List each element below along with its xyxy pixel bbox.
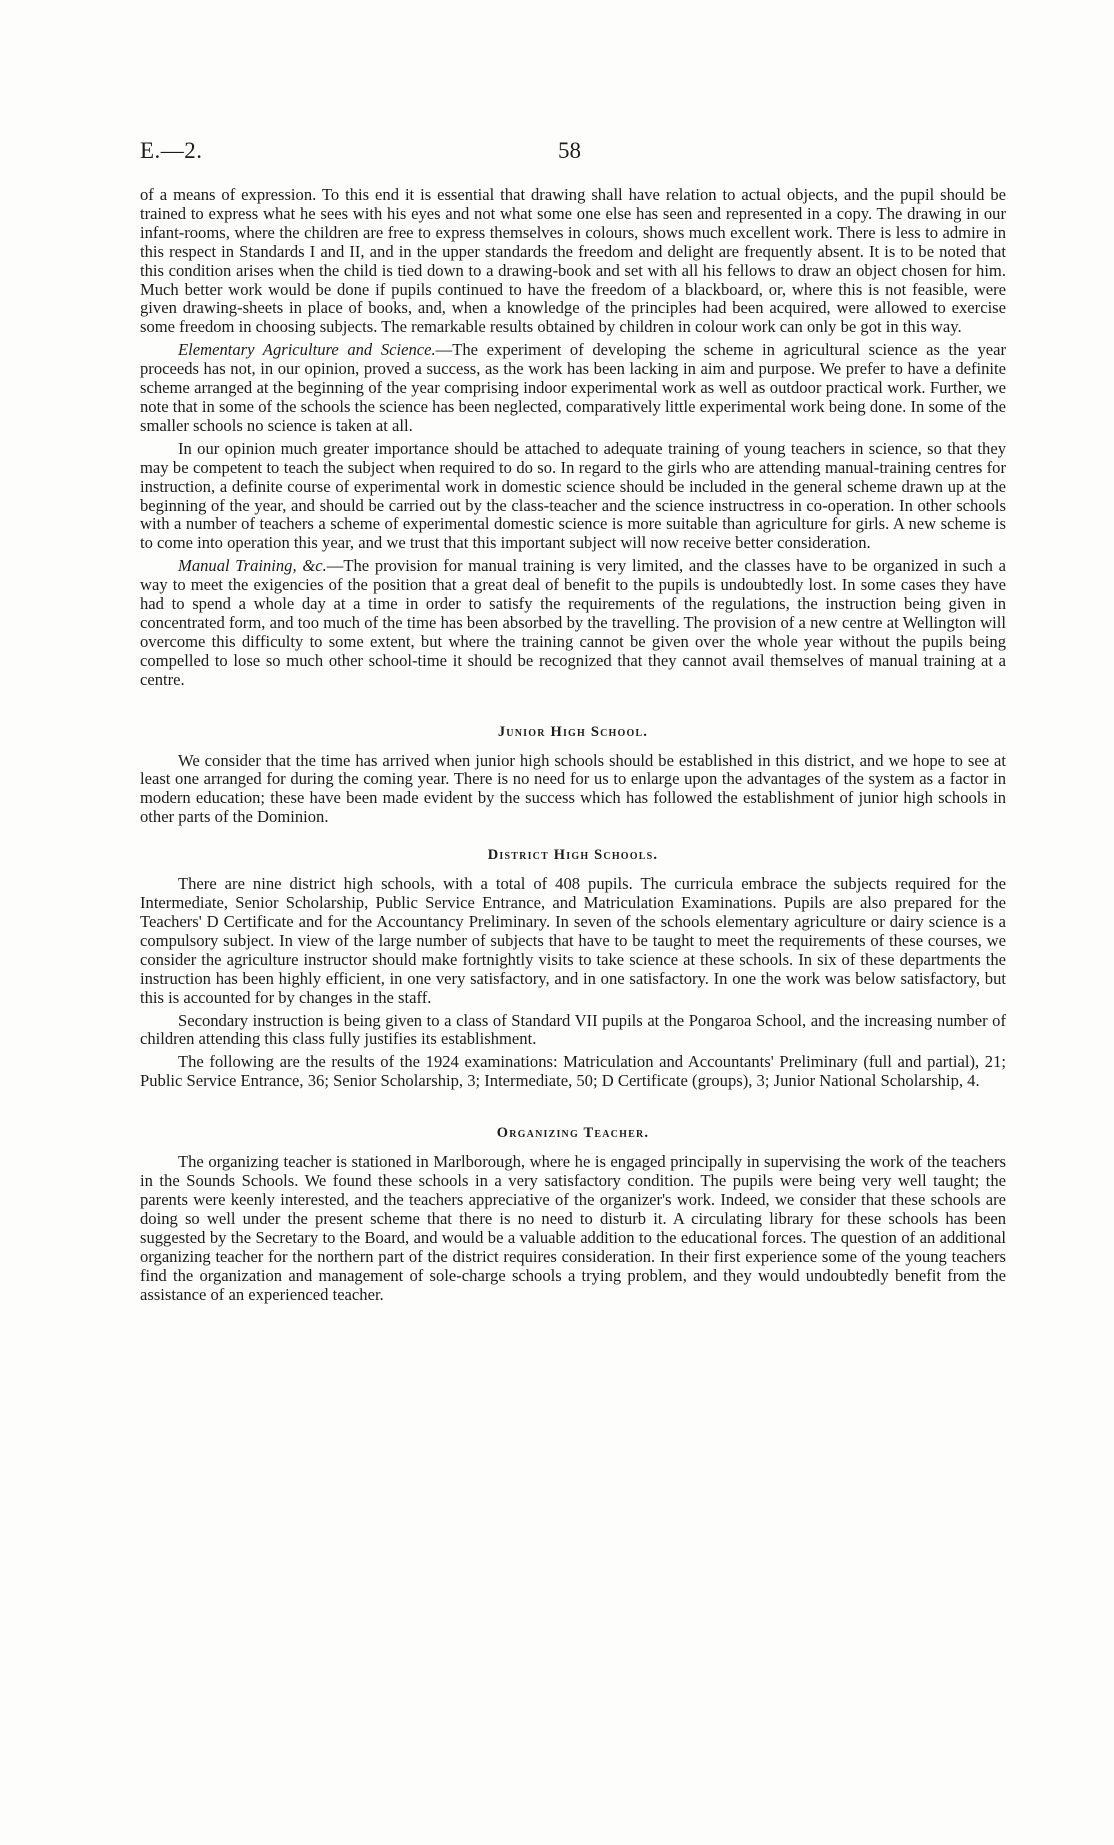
page-body <box>140 186 1006 1304</box>
page-header <box>140 138 1000 168</box>
paragraph-manual-text: —The provision for manual training is very limited, and the classes have to be organized in such a way to meet the exigencies of the position that a great deal of benefit to the pupils is undoubtedly lost. In some cases they have had to spend a whole day at a time in order to satisfy the requirements of the regulations, the instruction being given in concentrated form, and too much of the time has been absorbed by the travelling. The provision of a new centre at Wellington will overcome this difficulty to some extent, but where the training cannot be given over the whole year without the pupils being compelled to lose so much other school-time it should be recognized that they cannot avail themselves of manual training at a centre. <box>140 556 1006 689</box>
heading-organizing-teacher: Organizing Teacher. <box>496 1125 650 1142</box>
paragraph-junior-high: We consider that the time has arrived when junior high schools should be established in this district, and we hope to see at least one arranged for during the coming year. There is no need for us to enlarge upon the advantages of the system as a factor in modern education; these have been made evident by the success which has followed the establishment of junior high schools in other parts of the Dominion. <box>140 750 1006 827</box>
paragraph-secondary-instruction: Secondary instruction is being given to a class of Standard VII pupils at the Pongaroa School, and the increasing number of children attending this class fully justifies its establishment. <box>140 1010 1006 1049</box>
paragraph-manual-training <box>140 557 1006 689</box>
page-number: 58 <box>558 138 581 163</box>
heading-district-high-schools: District High Schools. <box>487 847 659 864</box>
paragraph-lead-agriculture: Elementary Agriculture and Science. <box>178 340 436 360</box>
paragraph-district-high: There are nine district high schools, with a total of 408 pupils. The curricula embrace the subjects required for the Intermediate, Senior Scholarship, Public Service Entrance, and Matriculation Examinations. Pupils are also prepared for the Teachers' D Certificate and for the Accountancy Preliminary. In seven of the schools elementary agriculture or dairy science is a compulsory subject. In view of the large number of subjects that have to be taught to meet the requirements of these courses, we consider the agriculture instructor should make fortnightly visits to take science at these schools. In six of these departments the instruction has been highly efficient, in one very satisfactory, and in one satisfactory. In one the work was below satisfactory, but this is accounted for by changes in the staff. <box>140 874 1006 1007</box>
heading-junior-high-school: Junior High School. <box>497 723 649 740</box>
paragraph-science-training: In our opinion much greater importance should be attached to adequate training of young teachers in science, so that they may be competent to teach the subject when required to do so. In regard to the girls who are attending manual-training centres for instruction, a definite course of experimental work in domestic science should be included in the general scheme drawn up at the beginning of the year, and should be carried out by the class-teacher and the science instructress in co-operation. In other schools with a number of teachers a scheme of experimental domestic science is more suitable than agriculture for girls. A new scheme is to come into operation this year, and we trust that this important subject will now receive better consideration. <box>140 438 1006 553</box>
paragraph-organizing-teacher: The organizing teacher is stationed in Marlborough, where he is engaged principally in supervising the work of the teachers in the Sounds Schools. We found these schools in a very satisfactory condition. The pupils were being very well taught; the parents were keenly interested, and the teachers appreciative of the organizer's work. Indeed, we consider that these schools are doing so well under the present scheme that there is no need to disturb it. A circulating library for these schools has been suggested by the Secretary to the Board, and would be a valuable addition to the educational forces. The question of an additional organizing teacher for the northern part of the district requires consideration. In their first experience some of the young teachers find the organization and management of sole-charge schools a trying problem, and they would undoubtedly benefit from the assistance of an experienced teacher. <box>140 1152 1006 1304</box>
paragraph-agriculture-text: —The experiment of developing the scheme in agricultural science as the year proceeds has not, in our opinion, proved a success, as the work has been lacking in aim and purpose. We prefer to have a definite scheme arranged at the beginning of the year comprising indoor experimental work as well as outdoor practical work. Further, we note that in some of the schools the science has been neglected, comparatively little experimental work being done. In some of the smaller schools no science is taken at all. <box>140 340 1006 435</box>
document-reference: E.—2. <box>140 138 203 163</box>
paragraph-exam-results: The following are the results of the 1924 examinations: Matriculation and Accountants' Preliminary (full and partial), 21; Public Service Entrance, 36; Senior Scholarship, 3; Intermediate, 50; D Certificate (groups), 3; Junior National Scholarship, 4. <box>140 1052 1006 1091</box>
paragraph-drawing-continued: of a means of expression. To this end it is essential that drawing shall have relation to actual objects, and the pupil should be trained to express what he sees with his eyes and not what some one else has seen and represented in a copy. The drawing in our infant-rooms, where the children are free to express themselves in colours, shows much excellent work. There is less to admire in this respect in Standards I and II, and in the upper standards the freedom and delight are frequently absent. It is to be noted that this condition arises when the child is tied down to a drawing-book and set with all his fellows to draw an object chosen for him. Much better work would be done if pupils continued to have the freedom of a blackboard, or, where this is not feasible, were given drawing-sheets in place of books, and, when a knowledge of the principles had been acquired, were allowed to exercise some freedom in choosing subjects. The remarkable results obtained by children in colour work can only be got in this way. <box>140 185 1006 337</box>
paragraph-lead-manual: Manual Training, &c. <box>178 556 327 576</box>
paragraph-agriculture-science <box>140 341 1006 436</box>
